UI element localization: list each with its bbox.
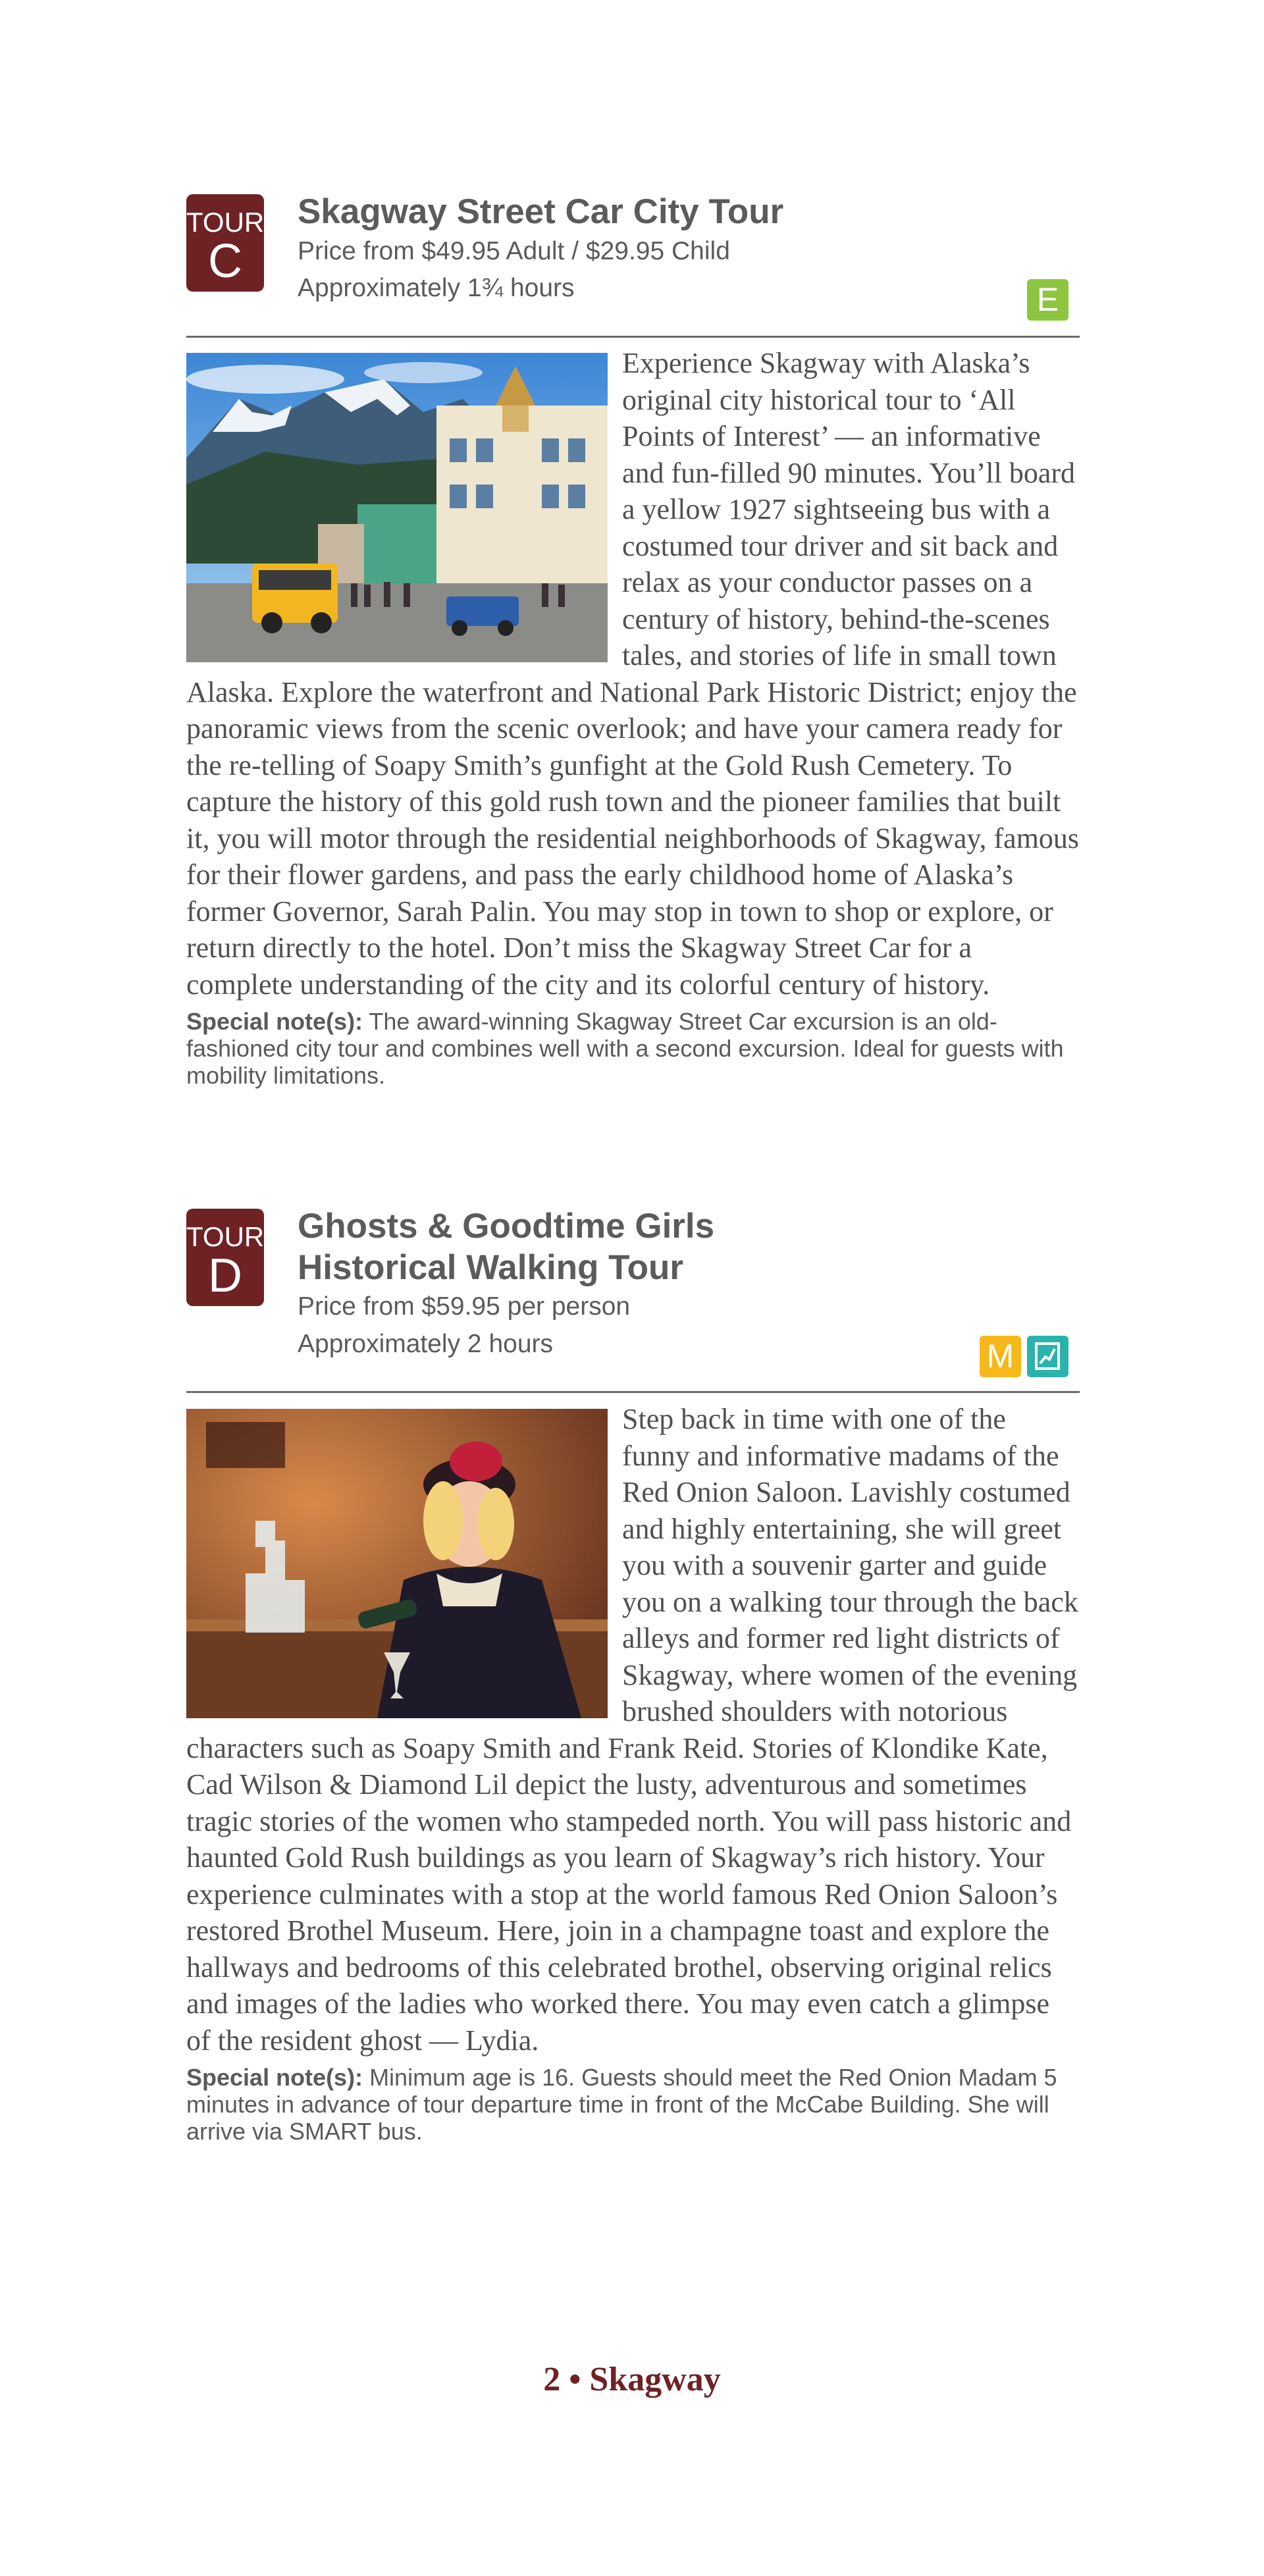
tour-c-duration: Approximately 1¾ hours <box>298 274 575 303</box>
tour-c-description: Experience Skagway with Alaska’s original city historical tour to ‘All Points of Interest’ — an informative and fun-filled 90 minutes. You’ll board a yellow 1927 sightseeing bus with a costumed tour driver and sit back and relax as your conductor passes on a century of history, behind-the-scenes tales, and stories of life in small town Alaska. Explore the waterfront and National Park Historic District; enjoy the panoramic views from the scenic overlook; and have your camera ready for the re-telling of Soapy Smith’s gunfight at the Gold Rush Cemetery. To capture the history of this gold rush town and the pioneer families that built it, you will motor through the residential neighborhoods of Skagway, famous for their flower gardens, and pass the early childhood home of Alaska’s former Governor, Sarah Palin. You may stop in town to shop or explore, or return directly to the hotel. Don’t miss the Skagway Street Car for a complete understanding of the city and its colorful century of history. <box>186 347 1080 1001</box>
tour-d-badge <box>186 1209 264 1306</box>
tour-d-price: Price from $59.95 per person <box>298 1292 631 1321</box>
tour-c-price: Price from $49.95 Adult / $29.95 Child <box>298 236 730 265</box>
note-label: Special note(s): <box>186 1008 363 1035</box>
tour-d-body <box>186 1401 1080 2145</box>
note-text: Minimum age is 16. Guests should meet the Red Onion Madam 5 minutes in advance of tour departure time in front of the McCabe Building. She will arrive via SMART bus. <box>186 2064 1057 2145</box>
tour-c-special-note <box>186 1008 1080 1089</box>
saloon-madam-photo <box>186 1409 608 1718</box>
moderate-activity-icon: M <box>980 1336 1021 1377</box>
tour-badge-word: TOUR <box>186 207 265 238</box>
tour-d-duration: Approximately 2 hours <box>298 1329 554 1358</box>
easy-activity-icon: E <box>1027 279 1068 321</box>
tour-d-description: Step back in time with one of the funny and informative madams of the Red Onion Saloon. Lavishly costumed and highly entertaining, she will greet you with a souvenir garter and guide you on a walking tour through the back alleys and former red light districts of Skagway, where women of the evening brushed shoulders with notorious characters such as Soapy Smith and Frank Reid. Stories of Klondike Kate, Cad Wilson & Diamond Lil depict the lusty, adventurous and sometimes tragic stories of the women who stampeded north. You will pass historic and haunted Gold Rush buildings as you learn of Skagway’s rich history. Your experience culminates with a stop at the world famous Red Onion Saloon’s restored Brothel Museum. Here, join in a champagne toast and explore the hallways and bedrooms of this celebrated brothel, observing original relics and images of the ladies who worked there. You may even catch a glimpse of the resident ghost — Lydia. <box>186 1403 1078 2057</box>
tour-badge-letter: C <box>208 235 242 288</box>
tour-d-header <box>298 1206 1074 1363</box>
tour-c-badge <box>186 194 264 292</box>
tour-c-title: Skagway Street Car City Tour <box>298 192 784 231</box>
tour-badge-word: TOUR <box>186 1221 265 1252</box>
note-text: The award-winning Skagway Street Car excursion is an old-fashioned city tour and combines well with a second excursion. Ideal for guests with mobility limitations. <box>186 1008 1064 1089</box>
tour-d-title-line1: Ghosts & Goodtime Girls <box>298 1207 715 1246</box>
tour-c-body <box>186 345 1080 1089</box>
tour-c-header <box>298 192 1074 307</box>
walking-tour-icon <box>1027 1336 1068 1377</box>
tour-d-special-note <box>186 2064 1080 2145</box>
tour-d-title-line2: Historical Walking Tour <box>298 1248 684 1287</box>
streetcar-photo <box>186 353 608 662</box>
tour-badge-letter: D <box>208 1249 242 1302</box>
page-footer: 2 • Skagway <box>543 2361 721 2398</box>
tour-d-divider <box>186 1391 1080 1393</box>
note-label: Special note(s): <box>186 2064 363 2091</box>
tour-c-divider <box>186 336 1080 338</box>
